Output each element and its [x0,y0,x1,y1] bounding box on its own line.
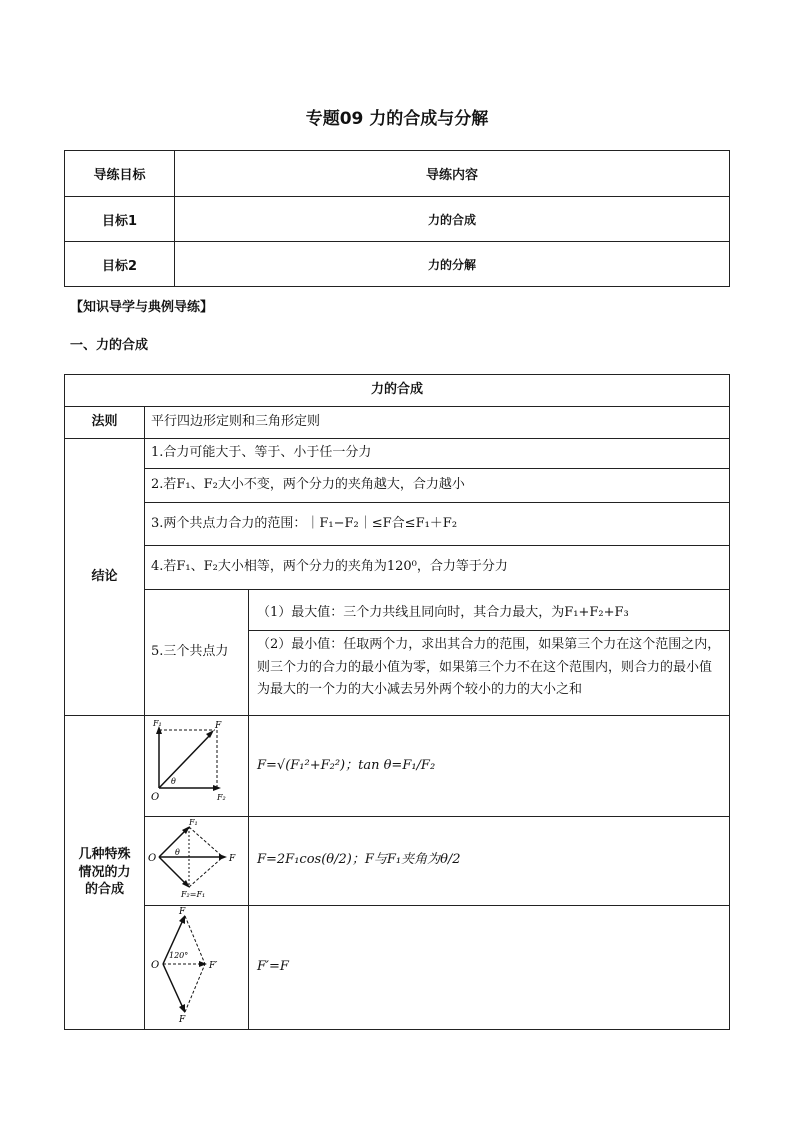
three-forces-cell [249,590,730,716]
svg-text:F: F [179,1014,186,1022]
subsection-heading: 一、力的合成 [70,338,149,353]
goal-header-1: 导练目标 [65,151,175,197]
content-cell: 力的分解 [175,242,730,287]
three-forces-min: （2）最小值：任取两个力，求出其合力的范围，如果第三个力在这个范围之内，则三个力的合力的最小值为零，如果第三个力不在这个范围内，则合力的最小值为最大的一个力的大小减去另外两个较小的力的大小之和 [257,636,721,698]
content-cell: 力的合成 [175,197,730,242]
svg-text:O: O [148,852,157,864]
rule-label: 法则 [65,407,145,439]
diagram-120 [145,905,249,1030]
svg-text:120°: 120° [169,950,189,960]
formula-equal: F=2F₁cos(θ/2)；F与F₁夹角为θ/2 [249,816,730,905]
diagram-perpendicular [145,716,249,817]
three-forces-label: 5.三个共点力 [145,590,249,716]
composition-table [64,374,730,1030]
svg-text:F: F [229,853,236,864]
svg-text:θ: θ [171,777,176,786]
goal-table [64,150,730,287]
equal-forces-diagram [145,817,247,897]
svg-text:F₁: F₁ [189,817,198,827]
conclusion-label: 结论 [65,439,145,716]
svg-text:F₁: F₁ [153,719,162,728]
goal-cell: 目标1 [65,197,175,242]
goal-header-2: 导练内容 [175,151,730,197]
svg-text:F: F [215,721,222,731]
formula-120: F′=F [249,905,730,1030]
forces-120-diagram [145,906,247,1022]
conclusion-2: 2.若F₁、F₂大小不变，两个分力的夹角越大，合力越小 [145,469,730,503]
goal-cell: 目标2 [65,242,175,287]
svg-text:F₂: F₂ [217,793,226,802]
svg-text:F: F [179,906,186,917]
conclusion-3: 3.两个共点力合力的范围：｜F₁−F₂｜≤F合≤F₁＋F₂ [145,503,730,546]
table-title: 力的合成 [65,375,730,407]
diagram-equal [145,816,249,905]
conclusion-1: 1.合力可能大于、等于、小于任一分力 [145,439,730,469]
page-title: 专题09 力的合成与分解 [305,109,489,129]
svg-text:θ: θ [175,847,180,857]
svg-text:F₂=F₁: F₂=F₁ [181,889,206,897]
conclusion-4: 4.若F₁、F₂大小相等，两个分力的夹角为120⁰，合力等于分力 [145,546,730,590]
rule-text: 平行四边形定则和三角形定则 [145,407,730,439]
formula-perpendicular: F=√(F₁²+F₂²)；tan θ=F₁/F₂ [249,716,730,817]
special-cases-label: 几种特殊情况的力的合成 [65,716,145,1030]
section-heading: 【知识导学与典例导练】 [70,300,214,315]
svg-text:O: O [151,959,160,971]
svg-text:O: O [151,792,160,803]
perpendicular-forces-diagram [145,716,247,808]
three-forces-max: （1）最大值：三个力共线且同向时，其合力最大，为F₁+F₂+F₃ [249,600,729,631]
svg-text:F′: F′ [209,960,218,971]
